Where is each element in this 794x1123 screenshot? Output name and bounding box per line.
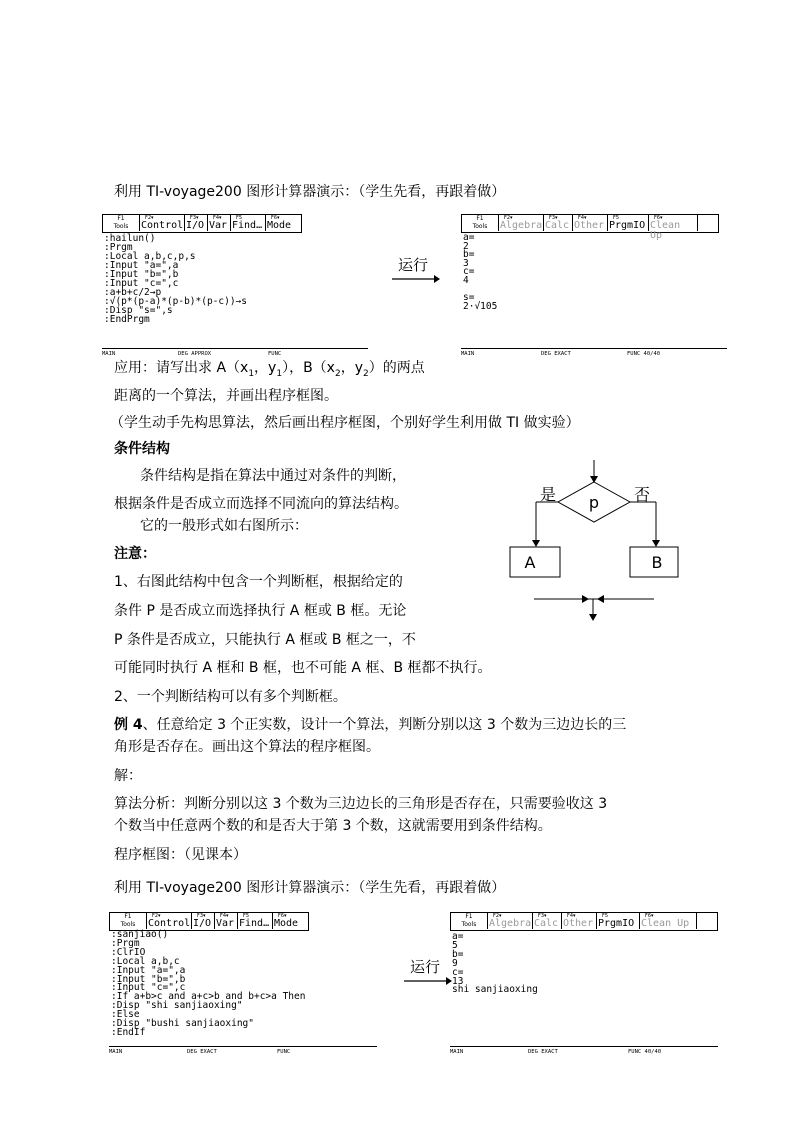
code-line: :Input "a=",a <box>104 260 179 271</box>
tab-clean-up: F6▾ Clean Up <box>640 913 697 929</box>
code-line: :Local a,b,c <box>111 955 180 967</box>
paragraph-line: 根据条件是否成立而选择不同流向的算法结构。 <box>114 496 408 512</box>
code-line: 3 <box>463 257 469 269</box>
apply-line-1: 应用：请写出求 $A(x_1$，$y_1$），$B(x_2$，$y_2$）的两点 <box>114 360 425 379</box>
code-line: :Disp "shi sanjiaoxing" <box>111 1000 243 1012</box>
no-label: 否 <box>633 485 651 504</box>
paragraph-line: 它的一般形式如右图所示： <box>140 518 308 534</box>
code-line: :If a+b>c and a+c>b and b+c>a Then <box>111 991 306 1003</box>
program-output <box>463 234 497 311</box>
run-arrow <box>390 272 440 286</box>
note-line: P 条件是否成立，只能执行 A 框或 B 框之一，不 <box>114 632 416 648</box>
demo-heading: 利用 TI-voyage200 图形计算器演示：（学生先看，再跟着做） <box>114 880 506 896</box>
demo-heading: 利用 TI-voyage200 图形计算器演示：（学生先看，再跟着做） <box>114 184 506 200</box>
note-line: 1、右图此结构中包含一个判断框，根据给定的 <box>114 574 403 590</box>
paragraph-line: 条件结构是指在算法中通过对条件的判断， <box>140 468 406 484</box>
box-a-label: A <box>524 553 536 572</box>
tab-mode: F6▾ Mode <box>274 913 299 929</box>
tab-other: F4▾ Other <box>562 913 597 929</box>
run-arrow <box>402 974 452 988</box>
tab-io: F3▾ I/O <box>192 913 215 929</box>
program-code <box>104 234 247 324</box>
apply-line-2: 距离的一个算法，并画出程序框图。 <box>114 388 338 404</box>
calculator-screen-program-hailun <box>102 214 368 357</box>
note-line: 条件 P 是否成立而选择执行 A 框或 B 框。无论 <box>114 603 407 619</box>
tab-control: F2▾ Control <box>148 913 191 929</box>
tab-clean-up: F6▾ Clean Up <box>649 215 698 231</box>
code-line: :ClrIO <box>111 946 146 958</box>
tools-tab: F1 Tools <box>110 913 147 929</box>
calculator-screen-output-1 <box>461 214 727 357</box>
code-line: :Else <box>111 1009 140 1021</box>
code-line: :Prgm <box>104 242 133 253</box>
code-line: 13 <box>452 975 464 987</box>
note-title: 注意： <box>114 546 156 562</box>
solution-label: 解： <box>114 768 142 784</box>
code-line: c= <box>452 966 464 978</box>
code-line: 2 <box>463 240 469 252</box>
apply-note: （学生动手先构思算法，然后画出程序框图，个别好学生利用做 TI 做实验） <box>110 415 580 431</box>
code-line: :Input "c=",c <box>104 278 179 289</box>
status-bar: MAIN DEG EXACT FUNC 40/40 <box>461 348 727 349</box>
code-line: s= <box>463 292 475 304</box>
code-line: :EndPrgm <box>104 314 150 325</box>
tab-other: F4▾ Other <box>573 215 608 231</box>
code-line: :a+b+c/2→p <box>104 287 162 298</box>
code-line: :Input "b=",b <box>111 973 186 985</box>
code-line: :hailun() <box>104 233 156 244</box>
run-label: 运行 <box>398 256 429 274</box>
box-b-label: B <box>651 553 663 572</box>
tab-blank <box>698 215 718 231</box>
code-line: 9 <box>452 957 458 969</box>
note-line: 2、一个判断结构可以有多个判断框。 <box>114 689 347 705</box>
analysis-line: 个数当中任意两个数的和是否大于第 3 个数，这就需要用到条件结构。 <box>114 818 552 834</box>
tab-io: F3▾ I/O <box>185 215 208 231</box>
code-line: b= <box>463 249 475 261</box>
analysis-line: 算法分析：判断分别以这 3 个数为三边边长的三角形是否存在，只需要验收这 3 <box>114 796 608 812</box>
code-line: a= <box>463 232 475 243</box>
yes-label: 是 <box>539 485 557 504</box>
status-bar: MAIN DEG EXACT FUNC 40/40 <box>450 1046 718 1047</box>
tab-mode: F6▾ Mode <box>267 215 292 231</box>
tab-find: F5 Find… <box>231 215 266 231</box>
tools-tab: F1 Tools <box>451 913 488 929</box>
section-title: 条件结构 <box>114 441 170 457</box>
code-line: c= <box>463 266 475 278</box>
flowchart-reference: 程序框图：（见课本） <box>114 847 247 863</box>
tab-find: F5 Find… <box>238 913 273 929</box>
code-line: :Prgm <box>111 937 140 949</box>
tab-prgmio: F5 PrgmIO <box>608 215 649 231</box>
tab-prgmio: F5 PrgmIO <box>597 913 640 929</box>
note-line: 可能同时执行 A 框和 B 框，也不可能 A 框、B 框都不执行。 <box>114 660 492 676</box>
code-line: shi sanjiaoxing <box>452 984 538 996</box>
tab-algebra: F2▾ Algebra <box>500 215 543 231</box>
code-line: :Input "a=",a <box>111 964 186 976</box>
code-line: b= <box>452 948 464 960</box>
example-line-1: 例 4、任意给定 3 个正实数，设计一个算法，判断分别以这 3 个数为三边边长的三 <box>114 717 627 733</box>
example-line-2: 角形是否存在。画出这个算法的程序框图。 <box>114 739 380 755</box>
code-line: 4 <box>463 274 469 286</box>
decision-label: p <box>588 493 600 512</box>
tools-tab: F1 Tools <box>462 215 499 231</box>
code-line: :Disp "bushi sanjiaoxing" <box>111 1018 254 1030</box>
program-code <box>111 931 305 1038</box>
tab-var: F4▾ Var <box>215 913 238 929</box>
calculator-screen-output-2 <box>450 912 718 1055</box>
tools-tab: F1 Tools <box>103 215 140 231</box>
status-bar: MAIN DEG APPROX FUNC <box>102 348 368 349</box>
tab-control: F2▾ Control <box>141 215 184 231</box>
code-line: :EndIf <box>111 1026 146 1038</box>
code-line: :sanjiao() <box>111 929 169 940</box>
program-output <box>452 933 538 995</box>
code-line: 5 <box>452 939 458 951</box>
tab-blank <box>697 913 717 929</box>
tab-calc: F3▾ Calc <box>544 215 573 231</box>
code-line: 2·√105 <box>463 300 498 312</box>
code-line: :Input "b=",b <box>104 269 179 280</box>
code-line: :Disp "s=",s <box>104 305 173 316</box>
code-line: :Input "c=",c <box>111 982 186 994</box>
run-label: 运行 <box>410 958 441 976</box>
condition-flowchart <box>500 458 700 628</box>
tab-var: F4▾ Var <box>208 215 231 231</box>
tab-algebra: F2▾ Algebra <box>489 913 532 929</box>
code-line: a= <box>452 931 464 942</box>
status-bar: MAIN DEG EXACT FUNC <box>109 1046 377 1047</box>
code-line: :Local a,b,c,p,s <box>104 251 196 262</box>
tab-calc: F3▾ Calc <box>533 913 562 929</box>
code-line: :√(p*(p-a)*(p-b)*(p-c))→s <box>104 296 247 307</box>
calculator-screen-program-sanjiao <box>109 912 377 1055</box>
